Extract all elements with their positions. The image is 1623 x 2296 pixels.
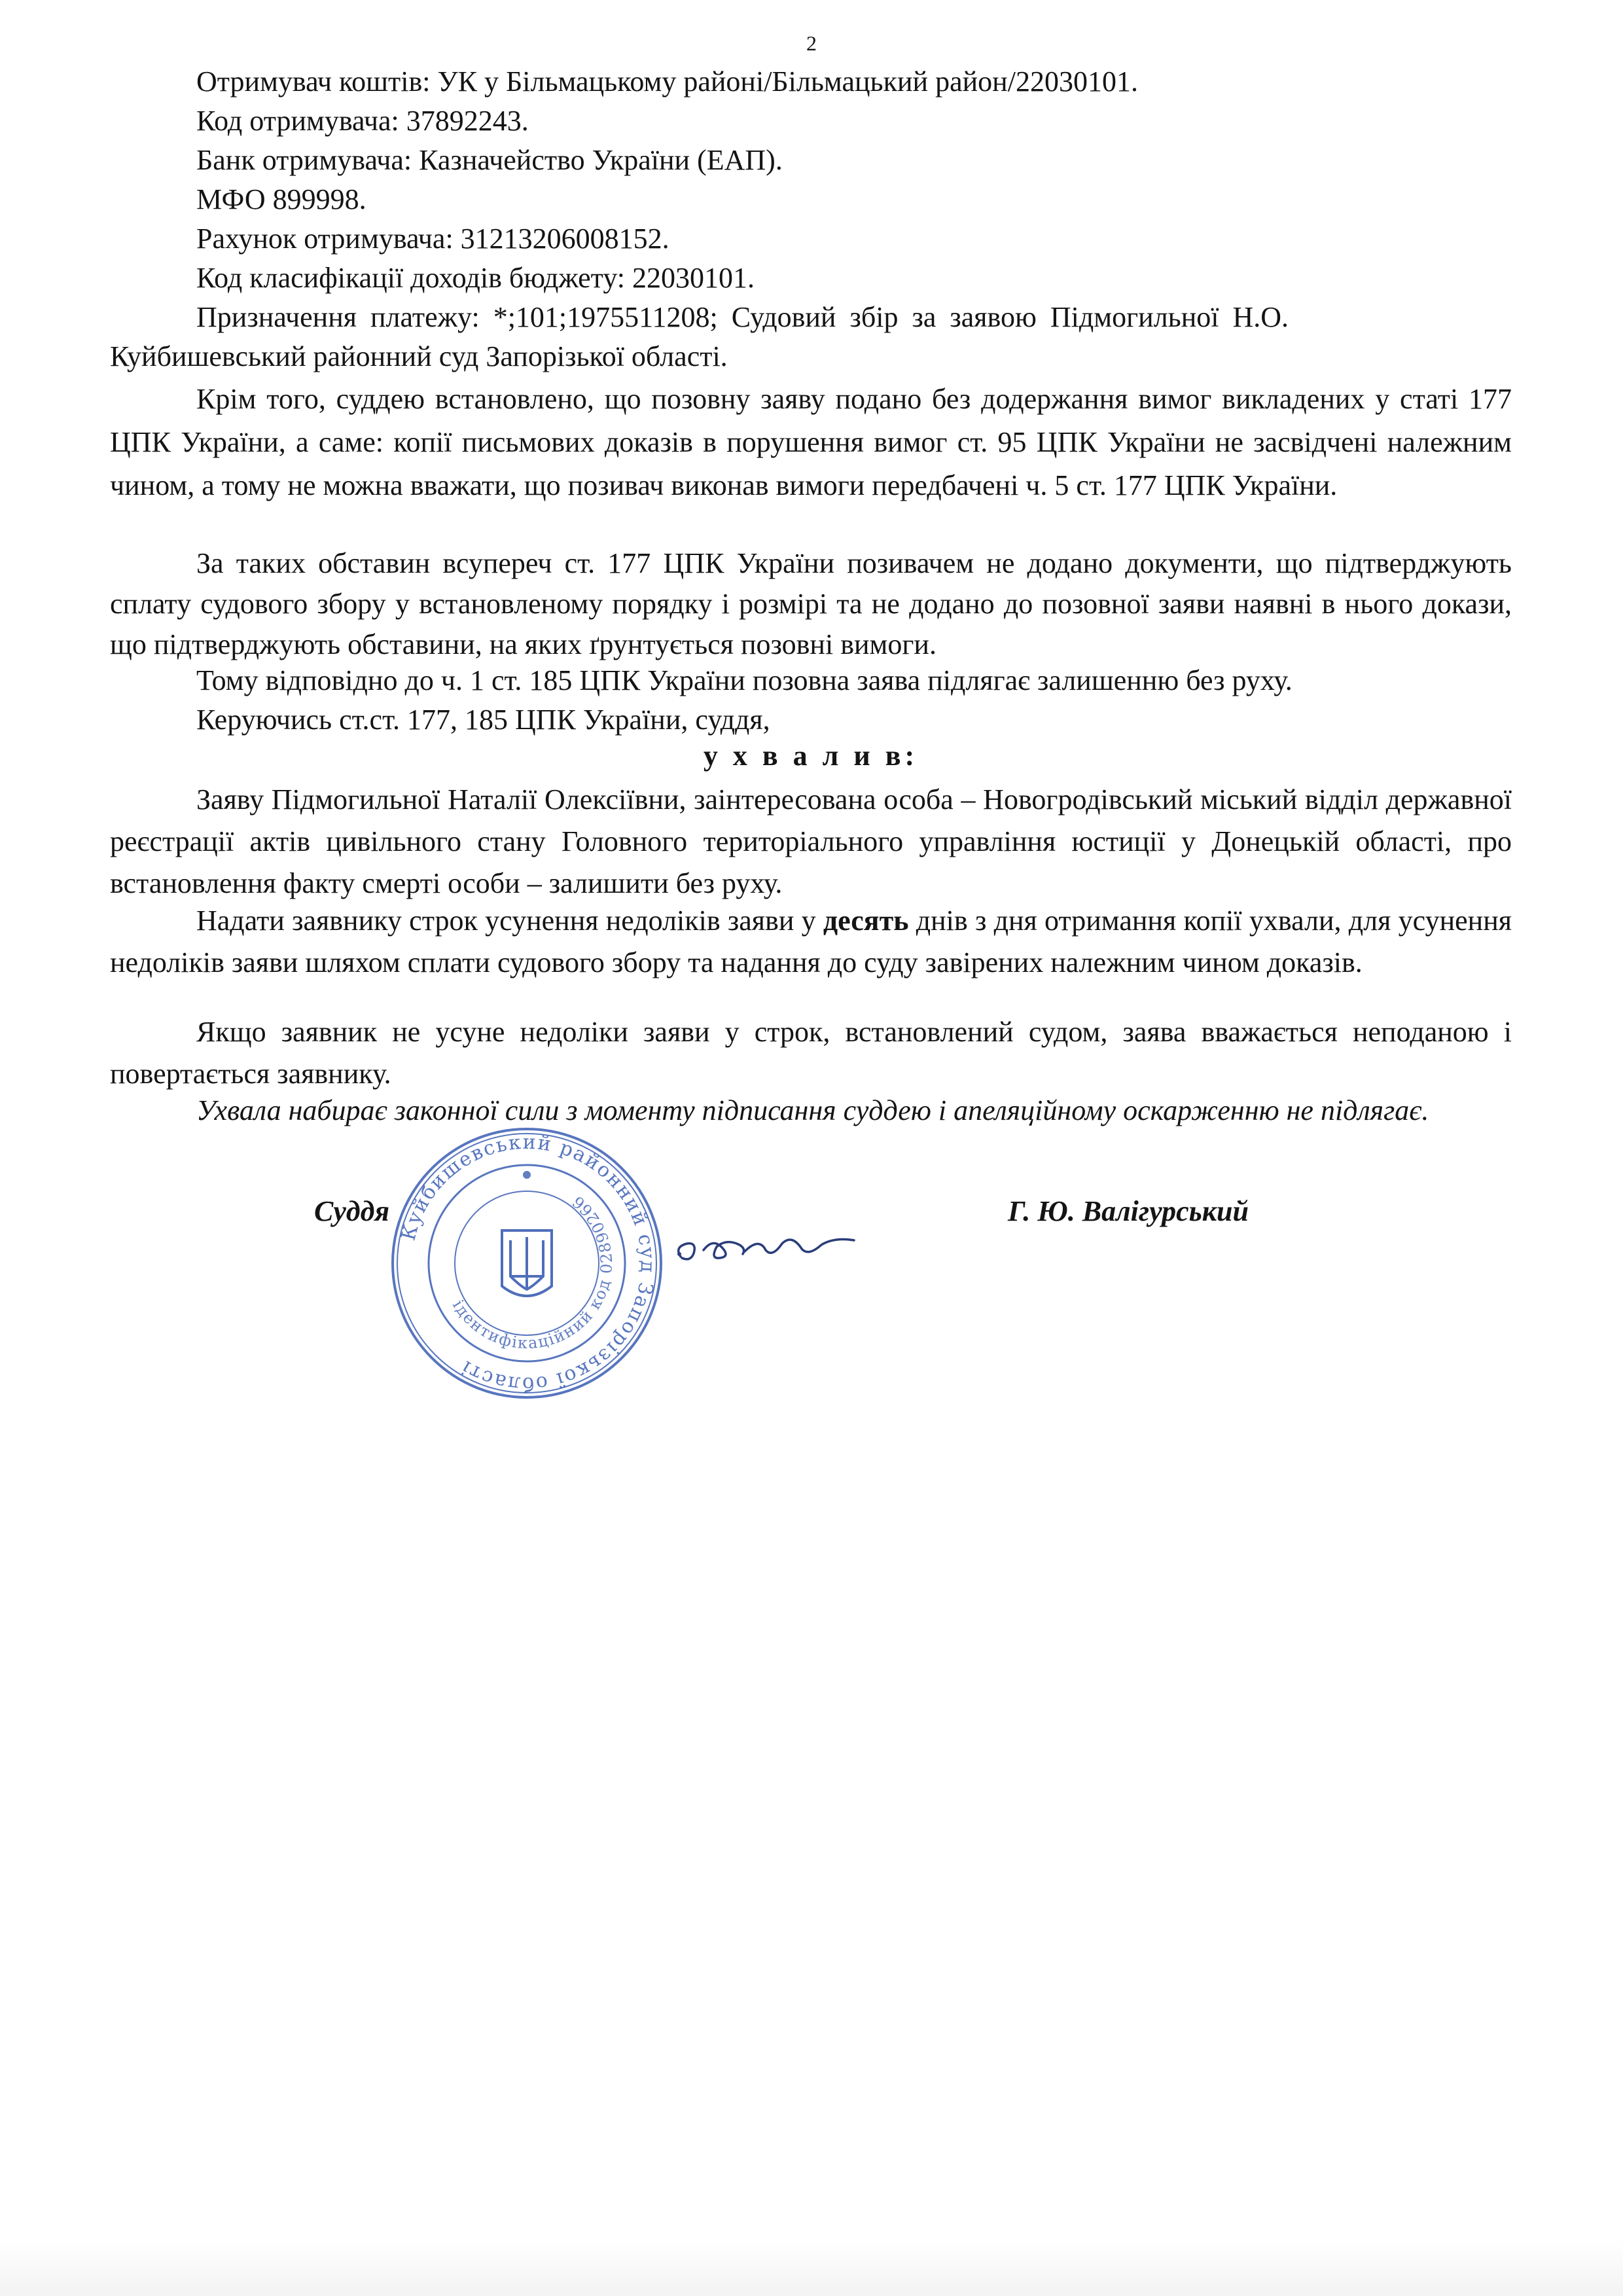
recipient-code-line: Код отримувача: 37892243. [196, 105, 529, 137]
account-line: Рахунок отримувача: 31213206008152. [196, 223, 669, 255]
paragraph-guided: Керуючись ст.ст. 177, 185 ЦПК України, суддя, [196, 704, 770, 736]
page-number: 2 [806, 31, 817, 55]
document-body [196, 62, 1499, 298]
court-stamp-icon [376, 1113, 677, 1414]
purpose-block [196, 298, 1512, 337]
signature-role: Суддя [314, 1195, 390, 1227]
budget-code-line: Код класифікації доходів бюджету: 22030101. [196, 262, 755, 294]
page-bottom-shade [0, 2238, 1623, 2296]
recipient-line: Отримувач коштів: УК у Більмацькому районі/Більмацький район/22030101. [196, 65, 1138, 98]
deadline-days: десять [823, 905, 909, 937]
paragraph-besides: Крім того, суддею встановлено, що позовну заяву подано без додержання вимог викладених у статі 177 ЦПК України, а саме: копії письмових доказів в порушення вимог ст. 95 ЦПК України не засвідчені належним чином, а тому не можна вважати, що позивач виконав вимоги передбачені ч. 5 ст. 177 ЦПК України. [110, 383, 1512, 501]
svg-text:Куйбишевський районний суд Зап: Куйбишевський районний суд Запорізької області [397, 1130, 660, 1396]
signature-row [314, 1194, 1296, 1240]
svg-text:ідентифікаційний код 02890266: ідентифікаційний код 02890266 [448, 1191, 616, 1353]
signature-name: Г. Ю. Валігурський [1008, 1195, 1249, 1227]
trident-emblem-icon [502, 1230, 552, 1296]
ruling-force: Ухвала набирає законної сили з моменту підписання суддею і апеляційному оскарженню не підлягає. [196, 1094, 1429, 1126]
ruling-application: Заяву Підмогильної Наталії Олексіївни, заінтересована особа – Новогродівський міський відділ державної реєстрації актів цивільного стану Головного територіального управління юстиції у Донецькій області, про встановлення факту смерті особи – залишити без руху. [110, 783, 1512, 899]
purpose-text-b: Куйбишевський районний суд Запорізької області. [110, 340, 728, 372]
purpose-line-a [196, 298, 1512, 337]
purpose-block-b [110, 337, 1512, 376]
mfo-line: МФО 899998. [196, 183, 366, 215]
purpose-text-a: Призначення платежу: *;101;1975511208; Судовий збір за заявою Підмогильної Н.О. [196, 301, 1289, 333]
paragraph-therefore: Тому відповідно до ч. 1 ст. 185 ЦПК України позовна заява підлягає залишенню без руху. [196, 664, 1293, 696]
deadline-text-after: днів з дня отримання копії ухвали, для усунення недоліків заяви шляхом сплати судового збору та надання до суду завірених належним чином доказів. [110, 905, 1512, 978]
ruling-deadline [110, 900, 1512, 984]
ruling-heading: у х в а л и в: [703, 740, 919, 772]
paragraph-circumstances: За таких обставин всупереч ст. 177 ЦПК України позивачем не додано документи, що підтверджують сплату судового збору у встановленому порядку і розмірі та не додано до позовної заяви наявні в нього докази, що підтверджують обставини, на яких ґрунтується позовні вимоги. [110, 547, 1512, 660]
deadline-text-before: Надати заявнику строк усунення недоліків заяви у [196, 905, 823, 937]
bank-line: Банк отримувача: Казначейство України (ЕАП). [196, 144, 783, 176]
ruling-return: Якщо заявник не усуне недоліки заяви у строк, встановлений судом, заява вважається неподаною і повертається заявнику. [110, 1016, 1512, 1090]
